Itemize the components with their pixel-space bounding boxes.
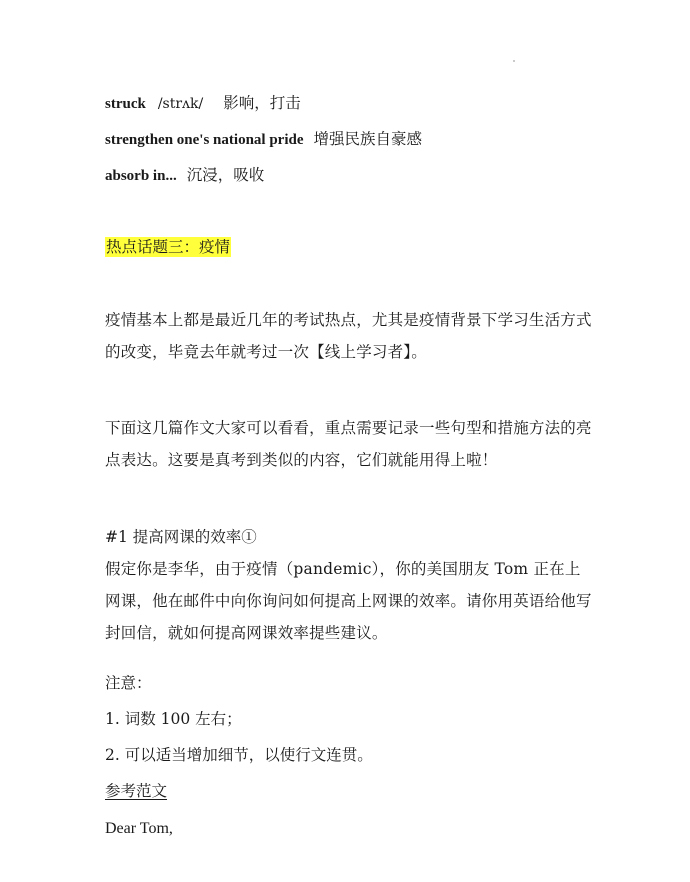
topic-heading-text: 热点话题三：疫情 (106, 238, 231, 256)
intro-paragraph: 疫情基本上都是最近几年的考试热点，尤其是疫情背景下学习生活方式的改变，毕竟去年就考过一次【线上学习者】。 (105, 311, 592, 361)
letter-salutation: Dear Tom, (105, 820, 173, 837)
notes-label: 注意： (105, 674, 152, 692)
scan-speck (513, 60, 515, 62)
sample-essay-label-text: 参考范文 (105, 782, 168, 800)
note-item-1: 1. 词数 100 左右； (105, 710, 242, 728)
vocab-term: strengthen one's national pride (105, 132, 304, 148)
vocab-item-absorb (105, 164, 264, 187)
vocab-meaning: 增强民族自豪感 (313, 130, 423, 148)
vocab-meaning: 影响，打击 (223, 94, 301, 112)
advice-paragraph: 下面这几篇作文大家可以看看，重点需要记录一些句型和措施方法的亮点表达。这要是真考到类似的内容，它们就能用得上啦！ (105, 419, 592, 469)
note-item-2: 2. 可以适当增加细节，以使行文连贯。 (105, 746, 373, 764)
topic-heading (105, 236, 231, 258)
vocab-phonetic: /strʌk/ (157, 96, 204, 112)
vocab-term: struck (105, 96, 146, 112)
vocab-term: absorb in... (105, 168, 177, 184)
essay-prompt: 假定你是李华，由于疫情（pandemic），你的美国朋友 Tom 正在上网课，他在邮件中向你询问如何提高上网课的效率。请你用英语给他写封回信，就如何提高网课效率提些建议。 (105, 560, 592, 642)
vocab-item-struck (105, 92, 301, 115)
sample-essay-label (105, 780, 167, 802)
essay-title: #1 提高网课的效率① (105, 528, 257, 546)
vocab-meaning: 沉浸，吸收 (186, 166, 265, 184)
vocab-item-national-pride (105, 128, 422, 151)
